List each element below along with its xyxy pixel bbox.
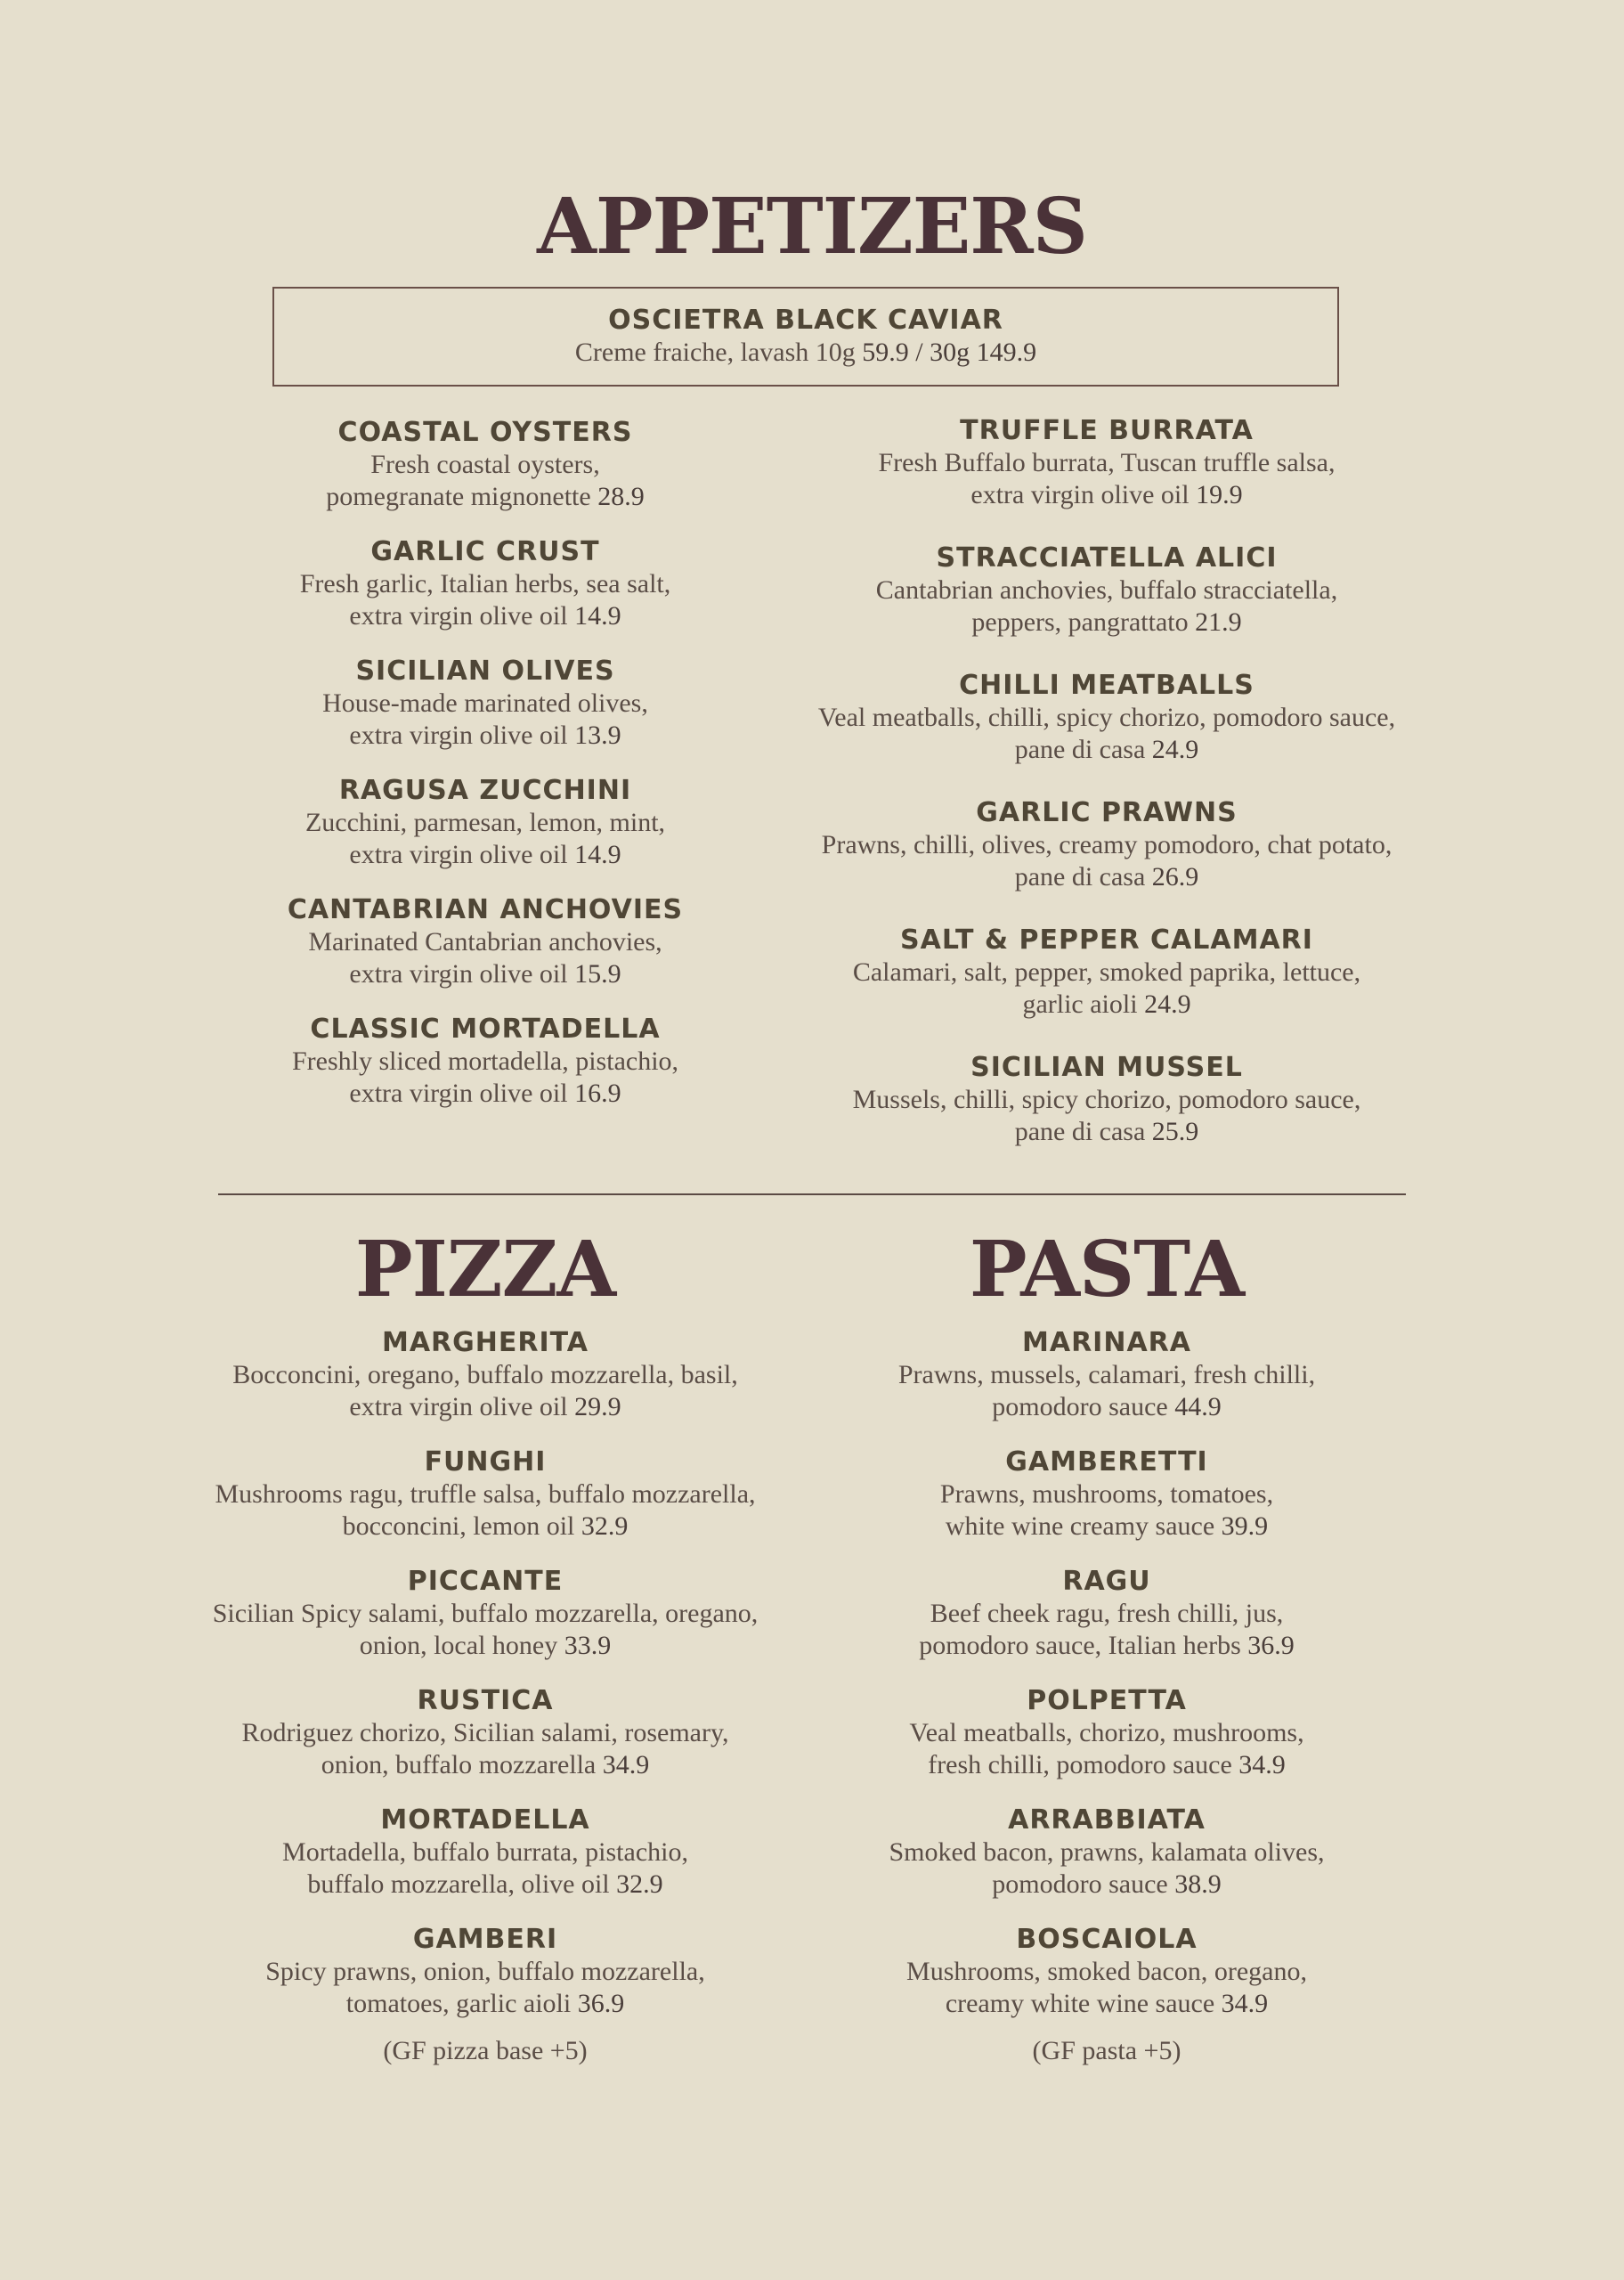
featured-item-desc-text: Creme fraiche, lavash 10g	[574, 338, 856, 367]
item-desc-text: extra virgin olive oil	[349, 721, 568, 750]
item-name: COASTAL OYSTERS	[337, 417, 633, 448]
item-desc-line2	[751, 479, 1463, 511]
item-name: TRUFFLE BURRATA	[960, 415, 1254, 446]
item-desc-text: pane di casa	[1014, 1117, 1146, 1146]
featured-item-name: OSCIETRA BLACK CAVIAR	[608, 305, 1003, 336]
item-desc-line2	[795, 1391, 1418, 1423]
menu-item	[209, 775, 761, 871]
item-name: POLPETTA	[1027, 1685, 1187, 1716]
item-desc-line1: Beef cheek ragu, fresh chilli, jus,	[930, 1599, 1284, 1628]
item-desc-line1: Mushrooms ragu, truffle salsa, buffalo mozzarella,	[215, 1479, 756, 1509]
item-name: CLASSIC MORTADELLA	[310, 1014, 661, 1045]
item-name: ARRABBIATA	[1008, 1804, 1206, 1836]
item-desc-line1: Cantabrian anchovies, buffalo stracciatella,	[875, 575, 1338, 605]
item-name: GARLIC PRAWNS	[976, 797, 1238, 828]
item-price: 44.9	[1174, 1392, 1222, 1421]
item-price: 19.9	[1196, 480, 1243, 509]
item-name: GAMBERI	[412, 1924, 558, 1955]
item-desc-line2	[795, 1749, 1418, 1781]
item-desc-line2	[209, 1078, 761, 1110]
item-desc-line1: Zucchini, parmesan, lemon, mint,	[304, 808, 666, 837]
item-desc-line1: Marinated Cantabrian anchovies,	[308, 927, 662, 957]
item-price: 16.9	[574, 1079, 621, 1108]
menu-item	[795, 1446, 1418, 1543]
menu-item	[209, 417, 761, 513]
item-desc-line2	[209, 839, 761, 871]
item-desc-line2	[147, 1988, 824, 2020]
item-desc-text: pomodoro sauce	[992, 1869, 1168, 1899]
item-desc-text: pane di casa	[1014, 862, 1146, 892]
item-desc-line2	[795, 1988, 1418, 2020]
featured-item-description	[274, 337, 1337, 369]
item-name: SICILIAN MUSSEL	[970, 1052, 1243, 1083]
item-desc-text: pomodoro sauce	[992, 1392, 1168, 1421]
item-price: 33.9	[564, 1631, 612, 1660]
item-desc-line1: Freshly sliced mortadella, pistachio,	[291, 1046, 679, 1076]
item-desc-line2	[751, 734, 1463, 766]
item-desc-line2	[795, 1630, 1418, 1662]
item-name: RAGUSA ZUCCHINI	[338, 775, 632, 806]
item-desc-line1: Fresh Buffalo burrata, Tuscan truffle salsa,	[878, 448, 1336, 477]
item-desc-line1: Veal meatballs, chilli, spicy chorizo, pomodoro sauce,	[817, 703, 1396, 732]
item-desc-line2	[209, 600, 761, 632]
item-desc-line1: Prawns, mussels, calamari, fresh chilli,	[897, 1360, 1316, 1389]
item-desc-line1: Mushrooms, smoked bacon, oregano,	[906, 1957, 1307, 1986]
item-desc-line2	[795, 1869, 1418, 1901]
item-desc-line1: Sicilian Spicy salami, buffalo mozzarella, oregano,	[212, 1599, 759, 1628]
item-name: STRACCIATELLA ALICI	[936, 542, 1278, 574]
item-price: 36.9	[1247, 1631, 1295, 1660]
menu-item	[209, 1014, 761, 1110]
menu-item	[751, 670, 1463, 766]
item-desc-text: extra virgin olive oil	[349, 1392, 568, 1421]
item-desc-text: buffalo mozzarella, olive oil	[307, 1869, 610, 1899]
item-price: 39.9	[1221, 1511, 1269, 1541]
item-name: CHILLI MEATBALLS	[959, 670, 1255, 701]
pizza-gf-note: (GF pizza base +5)	[383, 2036, 588, 2065]
item-price: 26.9	[1151, 862, 1199, 892]
menu-item	[147, 1924, 824, 2020]
menu-item	[147, 1446, 824, 1543]
item-desc-line1: Calamari, salt, pepper, smoked paprika, lettuce,	[852, 957, 1361, 987]
menu-item	[751, 542, 1463, 639]
item-price: 24.9	[1144, 989, 1191, 1019]
item-desc-text: white wine creamy sauce	[945, 1511, 1215, 1541]
item-price: 14.9	[574, 840, 621, 869]
item-name: MARGHERITA	[381, 1327, 589, 1358]
item-price: 34.9	[1238, 1750, 1286, 1779]
item-price: 13.9	[574, 721, 621, 750]
item-desc-line1: Spicy prawns, onion, buffalo mozzarella,	[265, 1957, 705, 1986]
item-price: 32.9	[616, 1869, 663, 1899]
item-desc-line1: Prawns, mushrooms, tomatoes,	[939, 1479, 1274, 1509]
item-desc-text: extra virgin olive oil	[349, 601, 568, 631]
item-name: CANTABRIAN ANCHOVIES	[287, 894, 684, 925]
item-desc-text: pane di casa	[1014, 735, 1146, 764]
item-price: 38.9	[1174, 1869, 1222, 1899]
item-desc-line2	[751, 607, 1463, 639]
pasta-title: PASTA	[969, 1225, 1245, 1315]
menu-item	[795, 1924, 1418, 2020]
item-desc-line2	[751, 1116, 1463, 1148]
item-desc-text: onion, buffalo mozzarella	[321, 1750, 597, 1779]
featured-item-price: 59.9 / 30g 149.9	[862, 338, 1037, 367]
item-desc-text: extra virgin olive oil	[970, 480, 1190, 509]
item-name: BOSCAIOLA	[1016, 1924, 1198, 1955]
menu-item	[795, 1804, 1418, 1901]
menu-item	[147, 1566, 824, 1662]
item-price: 34.9	[602, 1750, 650, 1779]
item-desc-text: pomodoro sauce, Italian herbs	[919, 1631, 1241, 1660]
item-desc-text: onion, local honey	[359, 1631, 558, 1660]
item-name: MORTADELLA	[380, 1804, 590, 1836]
item-desc-line2	[209, 720, 761, 752]
item-desc-line2	[147, 1869, 824, 1901]
item-desc-line1: Fresh coastal oysters,	[370, 450, 600, 479]
item-name: SALT & PEPPER CALAMARI	[900, 924, 1313, 956]
menu-item	[751, 797, 1463, 893]
pizza-title: PIZZA	[354, 1225, 616, 1315]
menu-item	[751, 415, 1463, 511]
item-desc-text: extra virgin olive oil	[349, 1079, 568, 1108]
item-desc-line2	[147, 1749, 824, 1781]
menu-item	[147, 1804, 824, 1901]
item-desc-line1: Rodriguez chorizo, Sicilian salami, rosemary,	[241, 1718, 729, 1747]
item-desc-text: fresh chilli, pomodoro sauce	[928, 1750, 1232, 1779]
menu-item	[795, 1566, 1418, 1662]
pasta-gf-note: (GF pasta +5)	[1032, 2036, 1181, 2065]
item-desc-text: bocconcini, lemon oil	[342, 1511, 575, 1541]
section-divider	[218, 1193, 1406, 1195]
item-price: 29.9	[574, 1392, 621, 1421]
item-desc-line1: Prawns, chilli, olives, creamy pomodoro, chat potato,	[821, 830, 1393, 859]
menu-item	[795, 1685, 1418, 1781]
item-desc-line1: Fresh garlic, Italian herbs, sea salt,	[299, 569, 671, 598]
item-price: 36.9	[577, 1989, 625, 2018]
item-price: 24.9	[1151, 735, 1199, 764]
item-desc-line2	[147, 1630, 824, 1662]
item-desc-text: extra virgin olive oil	[349, 959, 568, 989]
item-desc-line2	[209, 958, 761, 990]
item-price: 34.9	[1221, 1989, 1269, 2018]
item-desc-line2	[209, 481, 761, 513]
menu-item	[147, 1327, 824, 1423]
featured-caviar-box	[272, 287, 1339, 387]
item-name: SICILIAN OLIVES	[355, 656, 615, 687]
item-desc-line1: Smoked bacon, prawns, kalamata olives,	[889, 1837, 1325, 1867]
item-name: FUNGHI	[424, 1446, 547, 1478]
item-desc-line1: Mortadella, buffalo burrata, pistachio,	[282, 1837, 688, 1867]
menu-item	[795, 1327, 1418, 1423]
item-price: 25.9	[1151, 1117, 1199, 1146]
menu-item	[209, 536, 761, 632]
item-name: RAGU	[1062, 1566, 1151, 1597]
item-desc-text: peppers, pangrattato	[971, 607, 1189, 637]
item-price: 21.9	[1195, 607, 1242, 637]
item-price: 15.9	[574, 959, 621, 989]
item-name: PICCANTE	[407, 1566, 564, 1597]
item-price: 14.9	[574, 601, 621, 631]
item-desc-line2	[751, 861, 1463, 893]
item-desc-line2	[795, 1510, 1418, 1543]
item-name: GARLIC CRUST	[370, 536, 600, 567]
item-desc-line1: House-made marinated olives,	[322, 688, 648, 718]
item-name: GAMBERETTI	[1005, 1446, 1208, 1478]
item-price: 32.9	[581, 1511, 629, 1541]
menu-item	[147, 1685, 824, 1781]
item-desc-text: pomegranate mignonette	[326, 482, 591, 511]
menu-item	[751, 1052, 1463, 1148]
item-desc-line1: Bocconcini, oregano, buffalo mozzarella, basil,	[232, 1360, 738, 1389]
item-desc-line1: Veal meatballs, chorizo, mushrooms,	[909, 1718, 1304, 1747]
item-desc-text: garlic aioli	[1022, 989, 1138, 1019]
item-name: RUSTICA	[417, 1685, 554, 1716]
item-desc-line2	[147, 1391, 824, 1423]
item-price: 28.9	[597, 482, 645, 511]
item-desc-line2	[751, 989, 1463, 1021]
item-desc-line2	[147, 1510, 824, 1543]
item-desc-line1: Mussels, chilli, spicy chorizo, pomodoro sauce,	[852, 1085, 1361, 1114]
menu-item	[209, 894, 761, 990]
item-desc-text: tomatoes, garlic aioli	[345, 1989, 572, 2018]
appetizers-title: APPETIZERS	[537, 182, 1087, 272]
menu-item	[751, 924, 1463, 1021]
item-desc-text: creamy white wine sauce	[945, 1989, 1215, 2018]
item-name: MARINARA	[1022, 1327, 1191, 1358]
menu-item	[209, 656, 761, 752]
item-desc-text: extra virgin olive oil	[349, 840, 568, 869]
